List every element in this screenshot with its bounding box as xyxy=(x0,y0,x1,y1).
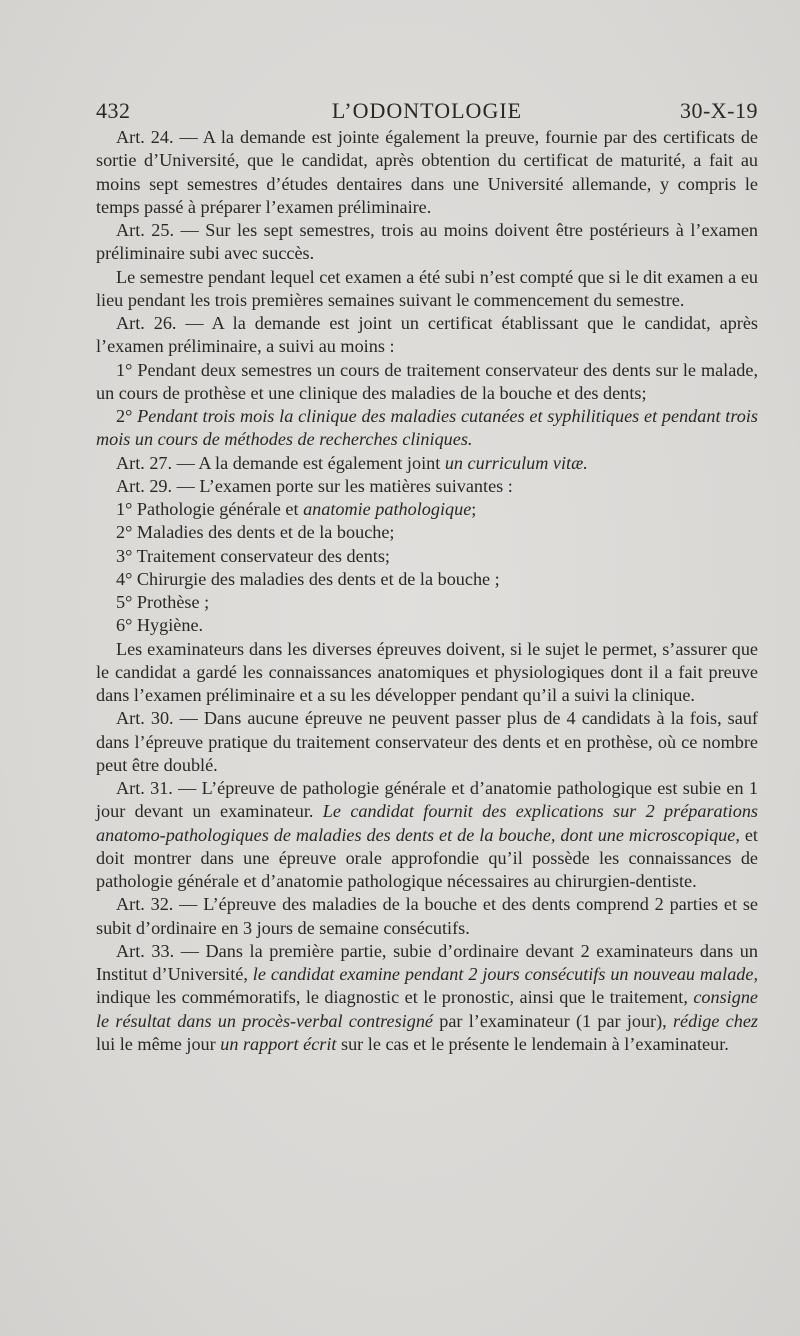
paragraph-art-25 xyxy=(96,219,758,266)
paragraph-art-31 xyxy=(96,777,758,893)
list-item xyxy=(96,498,758,521)
list-item xyxy=(96,545,758,568)
text-run: 3° Traitement conservateur des dents; xyxy=(116,545,390,566)
article-body xyxy=(96,126,758,1056)
text-run: 5° Prothèse ; xyxy=(116,592,210,612)
text-run: 2° xyxy=(116,406,138,426)
text-run: Le semestre pendant lequel cet examen a été subi n’est compté que si le dit examen a eu lieu pendant les trois premières semaines suivant le commencement du semestre. xyxy=(96,266,758,310)
text-run: indique les commémoratifs, le diagnostic et le pronostic, ainsi que le traitement, xyxy=(96,987,694,1008)
page-number: 432 xyxy=(96,98,131,123)
text-run: Art. 32. — L’épreuve des maladies de la bouche et des dents comprend 2 parties et se subit d’ordinaire en 3 jours de semaine consécutifs. xyxy=(96,894,758,938)
text-run: 6° Hygiène. xyxy=(116,615,204,636)
text-run: Art. 24. — A la demande est jointe également la preuve, fournie par des certificats de sortie d’Université, que le candidat, après obtention du certificat de maturité, a fait au moins sept semestres d’études dentaires dans une Université allemande, y compris le temps passé à préparer l’examen préliminaire. xyxy=(96,127,758,217)
paragraph-art-27 xyxy=(96,452,758,475)
italic-text: consigne le résultat dans un procès-verbal contresigné xyxy=(96,987,758,1031)
italic-text: Le candidat fournit des explications sur 2 préparations anatomo-pathologiques de maladies des dents et de la bouche, dont une microscopique, xyxy=(96,801,758,845)
list-item xyxy=(96,521,758,544)
text-run: sur le cas et le présente le lendemain à l’examinateur. xyxy=(336,1033,729,1054)
issue-date: 30-X-19 xyxy=(679,98,758,123)
text-run: Art. 31. — L’épreuve de pathologie générale et d’anatomie pathologique est subie en 1 jour devant un examinateur. xyxy=(96,778,758,822)
paragraph-examinateurs xyxy=(96,638,758,708)
text-run: Art. 30. — Dans aucune épreuve ne peuvent passer plus de 4 candidats à la fois, sauf dans l’épreuve pratique du traitement conservateur des dents et en prothèse, où ce nombre peut être doublé. xyxy=(96,708,758,775)
text-run: 4° Chirurgie des maladies des dents et de la bouche ; xyxy=(116,568,500,589)
text-run: et doit montrer dans une épreuve orale approfondie qu’il possède les connaissances de pathologie générale et d’anatomie pathologique nécessaires au chirurgien-dentiste. xyxy=(96,824,758,891)
list-item xyxy=(96,614,758,637)
paragraph-art-33 xyxy=(96,940,758,1056)
list-item xyxy=(96,591,758,614)
list-item xyxy=(96,359,758,406)
paragraph-art-25-semestre xyxy=(96,266,758,313)
text-run: 1° Pathologie générale et xyxy=(116,499,304,519)
paragraph-art-26 xyxy=(96,312,758,359)
running-header xyxy=(96,98,758,128)
italic-text: un rapport écrit xyxy=(220,1033,337,1054)
italic-text: rédige chez xyxy=(672,1010,758,1031)
list-item xyxy=(96,405,758,452)
paragraph-art-24 xyxy=(96,126,758,219)
list-item xyxy=(96,568,758,591)
journal-title: L’ODONTOLOGIE xyxy=(331,98,523,123)
text-run: Art. 33. — Dans la première partie, subie d’ordinaire devant 2 examinateurs dans un Institut d’Université, xyxy=(96,940,758,984)
text-run: Art. 26. — A la demande est joint un certificat établissant que le candidat, après l’examen préliminaire, a suivi au moins : xyxy=(96,313,758,357)
italic-text: le candidat examine pendant 2 jours consécutifs un nouveau malade, xyxy=(252,964,759,984)
italic-text: un curriculum vitæ. xyxy=(444,452,588,473)
text-run: 2° Maladies des dents et de la bouche; xyxy=(116,522,395,543)
paragraph-art-32 xyxy=(96,893,758,940)
text-run: ; xyxy=(471,499,477,519)
text-run: par l’examinateur (1 par jour), xyxy=(433,1010,673,1031)
text-run: Les examinateurs dans les diverses épreuves doivent, si le sujet le permet, s’assurer que le candidat a gardé les connaissances anatomiques et physiologiques dont il a fait preuve dans l’examen préliminaire et a su les développer pendant qu’il a suivi la clinique. xyxy=(96,638,758,705)
text-run: Art. 29. — L’examen porte sur les matières suivantes : xyxy=(116,475,513,496)
italic-text: Pendant trois mois la clinique des maladies cutanées et syphilitiques et pendant trois mois un cours de méthodes de recherches cliniques. xyxy=(96,406,758,450)
text-run: Art. 25. — Sur les sept semestres, trois au moins doivent être postérieurs à l’examen préliminaire subi avec succès. xyxy=(96,220,758,264)
italic-text: anatomie pathologique xyxy=(303,499,472,519)
paragraph-art-30 xyxy=(96,707,758,777)
text-run: 1° Pendant deux semestres un cours de traitement conservateur des dents sur le malade, un cours de prothèse et une clinique des maladies de la bouche et des dents; xyxy=(96,359,758,403)
text-run: Art. 27. — A la demande est également joint xyxy=(116,452,445,473)
paragraph-art-29 xyxy=(96,475,758,498)
text-run: lui le même jour xyxy=(96,1033,221,1054)
